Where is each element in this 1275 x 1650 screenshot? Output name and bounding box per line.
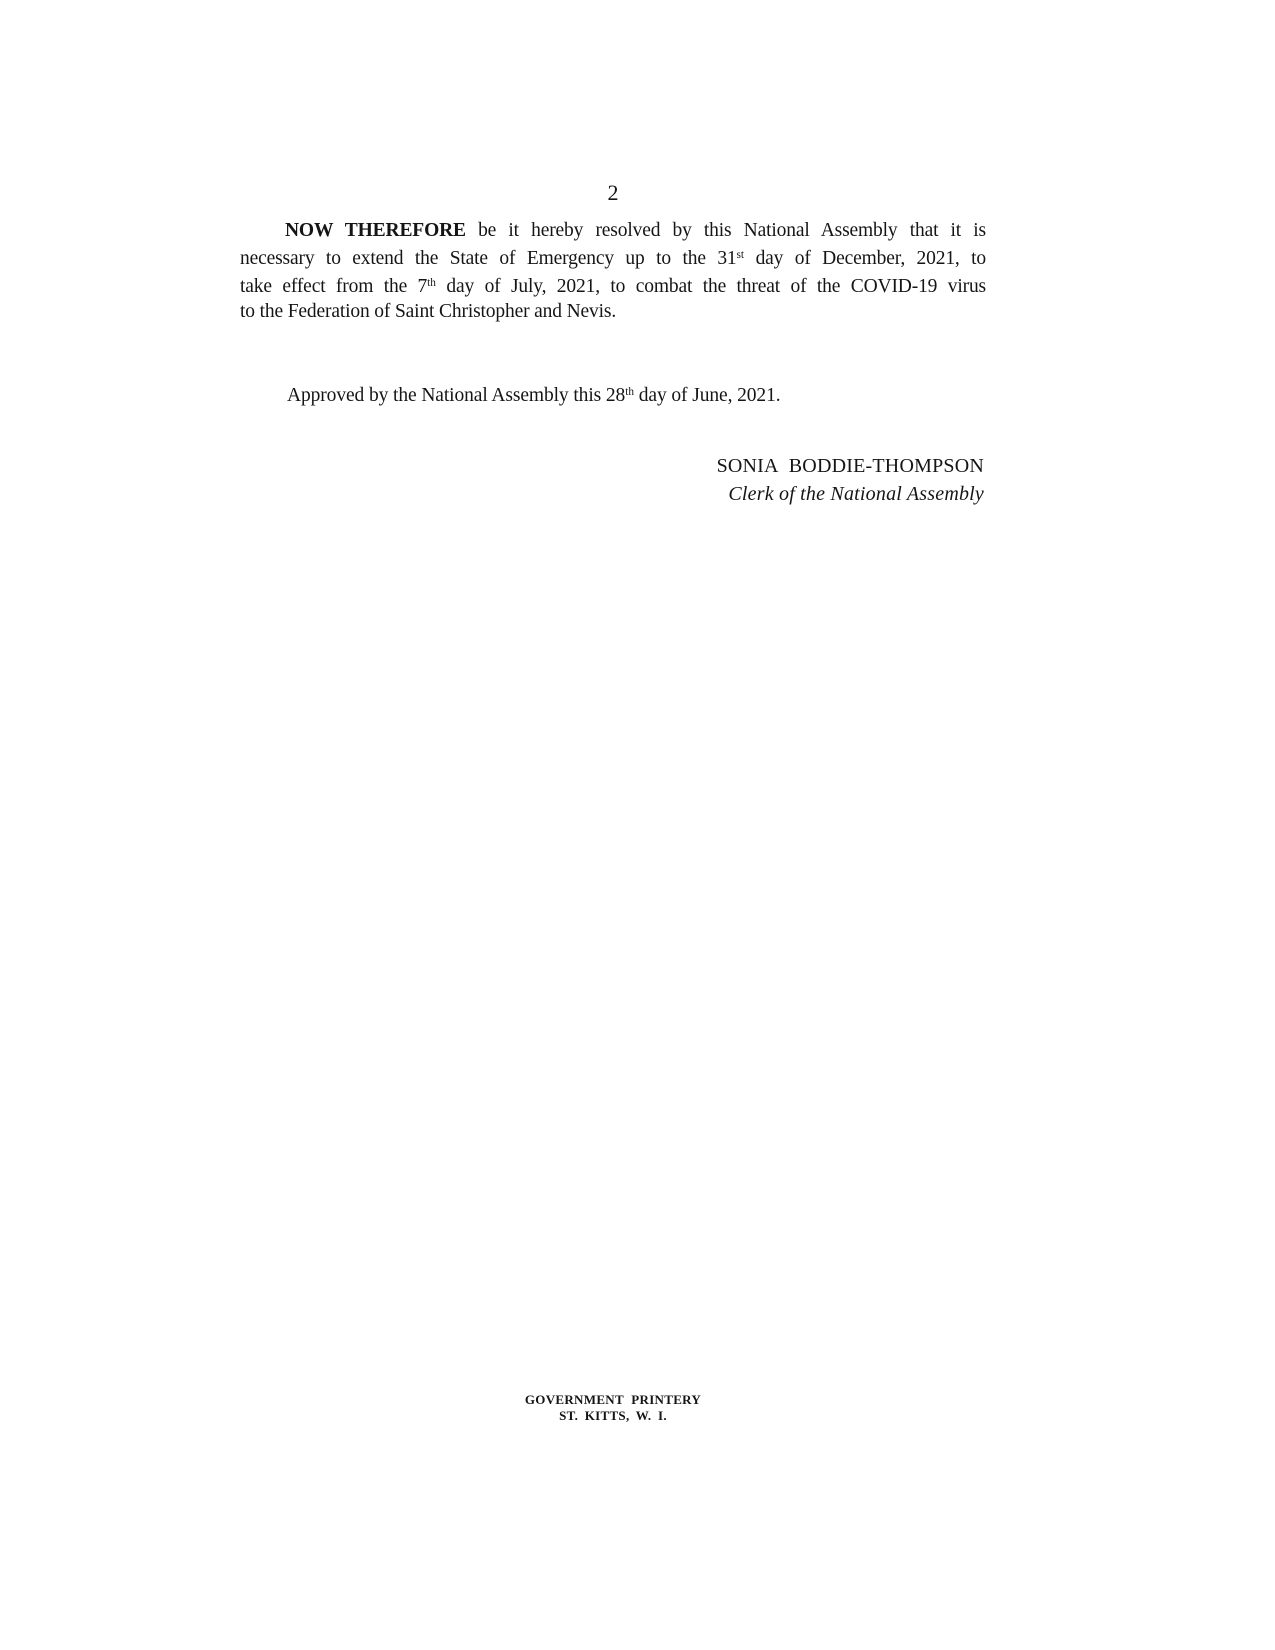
printery-footer [240,1392,986,1424]
approval-text-end: day of June, 2021. [634,385,781,407]
paragraph-line-2-text: necessary to extend the State of Emergency up to the 31 [240,248,737,270]
paragraph-line-3-text-end: day of July, 2021, to combat the threat of the COVID-19 virus [435,276,986,298]
paragraph-line-2-text-end: day of December, 2021, to [744,248,987,270]
ordinal-superscript-th: th [427,277,436,290]
paragraph-line-4 [240,299,986,324]
printery-location: ST. KITTS, W. I. [559,1408,667,1423]
approval-text: Approved by the National Assembly this 28 [287,385,626,407]
paragraph-line-3-text: take effect from the 7 [240,276,428,298]
signatory-title: Clerk of the National Assembly [728,483,984,505]
printery-name: GOVERNMENT PRINTERY [524,1392,702,1407]
approval-statement [287,380,781,408]
paragraph-line-2 [240,243,986,271]
signatory-name: SONIA BODDIE-THOMPSON [716,455,984,477]
approval-ordinal-superscript: th [625,386,634,398]
ordinal-superscript-st: st [736,249,745,261]
page-number: 2 [607,180,619,205]
resolution-paragraph [240,218,986,324]
paragraph-line-3 [240,271,986,299]
now-therefore-bold-text: NOW THEREFORE [285,220,466,241]
paragraph-line-1-text: be it hereby resolved by this National Assembly that it is [465,220,986,241]
paragraph-line-4-text: to the Federation of Saint Christopher and Nevis. [240,301,617,323]
signature-block [240,452,984,508]
paragraph-line-1 [240,218,986,243]
